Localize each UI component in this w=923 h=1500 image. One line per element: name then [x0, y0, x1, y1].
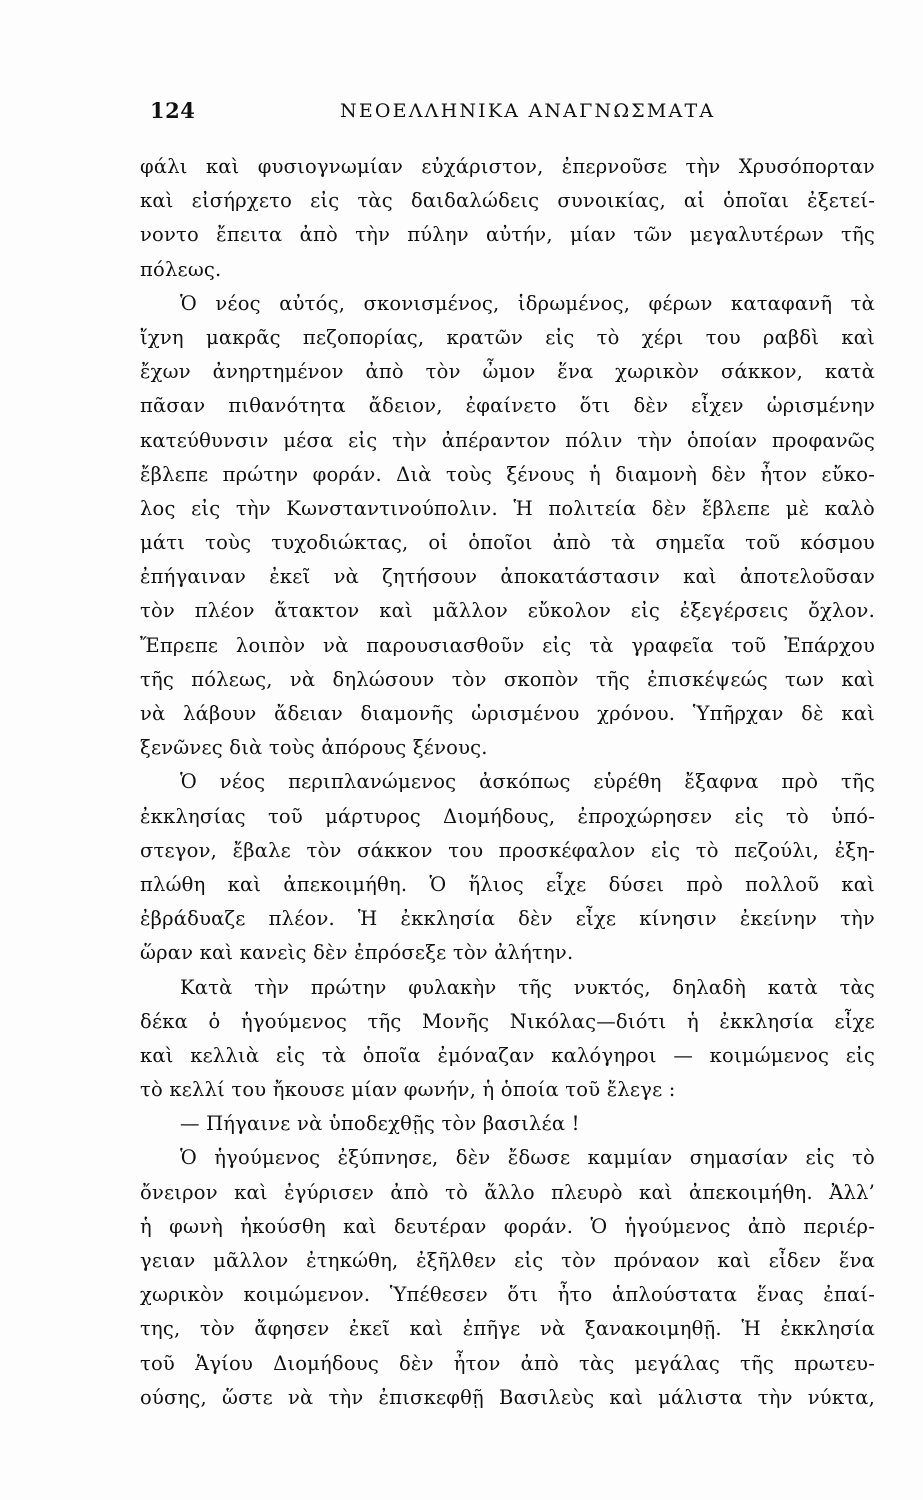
text-line: καὶ κελλιὰ εἰς τὰ ὁποῖα ἐμόναζαν καλόγηροι — κοιμώμενος εἰς — [140, 1043, 875, 1067]
text-line: ξενῶνες διὰ τοὺς ἀπόρους ξένους. — [140, 736, 488, 760]
text-line: στεγον, ἔβαλε τὸν σάκκον του προσκέφαλον εἰς τὸ πεζούλι, ἐξη- — [140, 838, 875, 862]
text-line: κατεύθυνσιν μέσα εἰς τὴν ἀπέραντον πόλιν τὴν ὁποίαν προφανῶς — [140, 428, 875, 452]
text-line: ὄνειρον καὶ ἐγύρισεν ἀπὸ τὸ ἄλλο πλευρὸ καὶ ἀπεκοιμήθη. Ἀλλ’ — [140, 1180, 875, 1204]
text-line: νοντο ἔπειτα ἀπὸ τὴν πύλην αὐτήν, μίαν τῶν μεγαλυτέρων τῆς — [140, 223, 875, 247]
text-line: Ἔπρεπε λοιπὸν νὰ παρουσιασθοῦν εἰς τὰ γραφεῖα τοῦ Ἐπάρχου — [140, 633, 875, 657]
text-line: πᾶσαν πιθανότητα ἄδειον, ἐφαίνετο ὅτι δὲν εἶχεν ὡρισμένην — [140, 394, 875, 418]
text-line: ἐκκλησίας τοῦ μάρτυρος Διομήδους, ἐπροχώρησεν εἰς τὸ ὑπό- — [140, 804, 875, 828]
text-line: μάτι τοὺς τυχοδιώκτας, οἱ ὁποῖοι ἀπὸ τὰ σημεῖα τοῦ κόσμου — [140, 531, 875, 555]
text-line: Κατὰ τὴν πρώτην φυλακὴν τῆς νυκτός, δηλαδὴ κατὰ τὰς — [180, 975, 875, 999]
text-line: Ὁ νέος περιπλανώμενος ἀσκόπως εὑρέθη ἔξαφνα πρὸ τῆς — [180, 770, 875, 794]
text-line: — Πήγαινε νὰ ὑποδεχθῇς τὸν βασιλέα ! — [180, 1112, 580, 1136]
body-text — [140, 150, 875, 1415]
text-line: τοῦ Ἁγίου Διομήδους δὲν ἦτον ἀπὸ τὰς μεγάλας τῆς πρωτευ- — [140, 1351, 875, 1375]
text-line: γειαν μᾶλλον ἐτηκώθη, ἐξῆλθεν εἰς τὸν πρόναον καὶ εἶδεν ἕνα — [140, 1249, 875, 1272]
text-line: ούσης, ὥστε νὰ τὴν ἐπισκεφθῇ Βασιλεὺς καὶ μάλιστα τὴν νύκτα, — [140, 1385, 875, 1409]
page-header — [150, 98, 870, 134]
text-line: ἐβράδυαζε πλέον. Ἡ ἐκκλησία δὲν εἶχε κίνησιν ἐκείνην τὴν — [140, 907, 875, 931]
text-line: νὰ λάβουν ἄδειαν διαμονῆς ὡρισμένου χρόνου. Ὑπῆρχαν δὲ καὶ — [140, 702, 875, 725]
running-head: ΝΕΟΕΛΛΗΝΙΚΑ ΑΝΑΓΝΩΣΜΑΤΑ — [340, 100, 716, 122]
text-line: πόλεως. — [140, 257, 222, 281]
text-line: πλώθη καὶ ἀπεκοιμήθη. Ὁ ἥλιος εἶχε δύσει πρὸ πολλοῦ καὶ — [140, 872, 875, 896]
text-line: τὸν πλέον ἄτακτον καὶ μᾶλλον εὔκολον εἰς ἐξεγέρσεις ὄχλον. — [140, 599, 875, 623]
text-line: ἴχνη μακρᾶς πεζοπορίας, κρατῶν εἰς τὸ χέρι του ραβδὶ καὶ — [140, 325, 875, 349]
text-line: δέκα ὁ ἡγούμενος τῆς Μονῆς Νικόλας—διότι ἡ ἐκκλησία εἶχε — [140, 1009, 875, 1033]
page-number: 124 — [150, 98, 196, 123]
text-line: ἔχων ἀνηρτημένον ἀπὸ τὸν ὦμον ἕνα χωρικὸν σάκκον, κατὰ — [140, 360, 875, 384]
text-line: Ὁ ἡγούμενος ἐξύπνησε, δὲν ἔδωσε καμμίαν σημασίαν εἰς τὸ — [180, 1146, 875, 1170]
text-line: ἔβλεπε πρώτην φοράν. Διὰ τοὺς ξένους ἡ διαμονὴ δὲν ἦτον εὔκο- — [140, 462, 875, 486]
text-line: της, τὸν ἄφησεν ἐκεῖ καὶ ἐπῆγε νὰ ξανακοιμηθῇ. Ἡ ἐκκλησία — [140, 1317, 875, 1341]
text-line: ὥραν καὶ κανεὶς δὲν ἐπρόσεξε τὸν ἀλήτην. — [140, 941, 574, 965]
text-line: τῆς πόλεως, νὰ δηλώσουν τὸν σκοπὸν τῆς ἐπισκέψεώς των καὶ — [140, 667, 875, 691]
text-line: χωρικὸν κοιμώμενον. Ὑπέθεσεν ὅτι ἦτο ἁπλούστατα ἕνας ἐπαί- — [140, 1283, 875, 1307]
text-line: λος εἰς τὴν Κωνσταντινούπολιν. Ἡ πολιτεία δὲν ἔβλεπε μὲ καλὸ — [140, 496, 875, 520]
text-line: τὸ κελλί του ἤκουσε μίαν φωνήν, ἡ ὁποία τοῦ ἔλεγε : — [140, 1078, 676, 1102]
text-line: φάλι καὶ φυσιογνωμίαν εὐχάριστον, ἐπερνοῦσε τὴν Χρυσόπορταν — [140, 155, 875, 178]
text-line: ἡ φωνὴ ἠκούσθη καὶ δευτέραν φοράν. Ὁ ἡγούμενος ἀπὸ περιέρ- — [140, 1214, 875, 1238]
text-line: ἐπήγαιναν ἐκεῖ νὰ ζητήσουν ἀποκατάστασιν καὶ ἀποτελοῦσαν — [140, 565, 875, 589]
text-line: Ὁ νέος αὐτός, σκονισμένος, ἱδρωμένος, φέρων καταφανῆ τὰ — [180, 291, 875, 315]
text-line: καὶ εἰσήρχετο εἰς τὰς δαιδαλώδεις συνοικίας, αἱ ὁποῖαι ἐξετεί- — [140, 189, 875, 213]
